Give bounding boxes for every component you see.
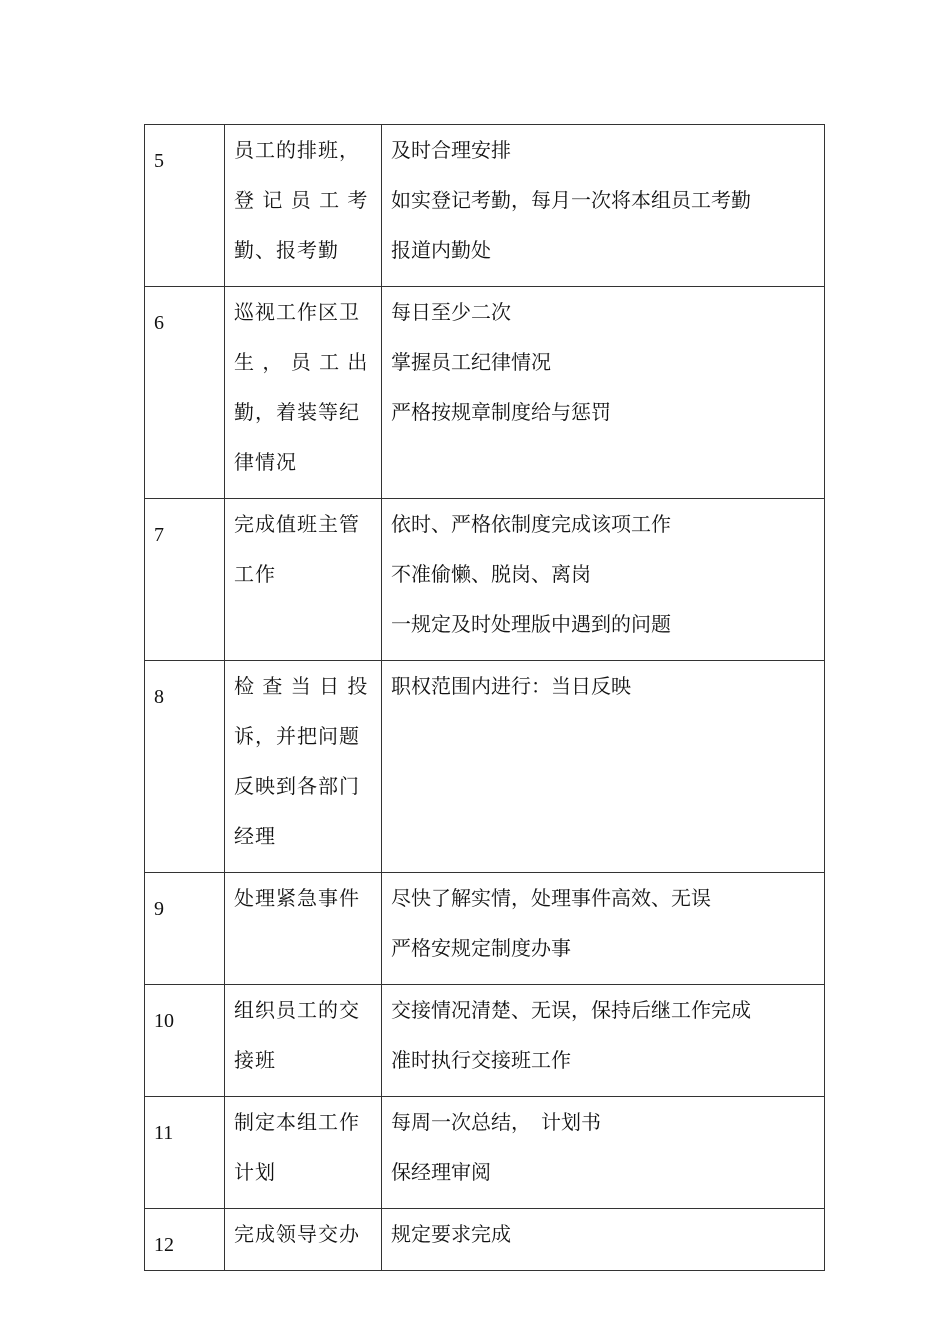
standard-line: 交接情况清楚、无误，保持后继工作完成 — [391, 998, 751, 1022]
task-cell — [225, 125, 382, 287]
standard-line: 规定要求完成 — [391, 1222, 511, 1246]
row-number: 10 — [145, 985, 225, 1097]
task-line: 接班 — [234, 1048, 276, 1072]
standard-line: 每周一次总结， 计划书 — [391, 1110, 601, 1134]
task-line: 检 查 当 日 投 — [234, 674, 369, 698]
task-line: 制定本组工作 — [234, 1110, 360, 1134]
standard-cell — [382, 287, 825, 499]
task-line: 勤，着装等纪 — [234, 400, 360, 424]
row-number: 9 — [145, 873, 225, 985]
standard-line: 报道内勤处 — [391, 238, 491, 262]
standard-line: 及时合理安排 — [391, 138, 511, 162]
standard-line: 尽快了解实情，处理事件高效、无误 — [391, 886, 711, 910]
standard-line: 如实登记考勤，每月一次将本组员工考勤 — [391, 188, 751, 212]
row-number: 11 — [145, 1097, 225, 1209]
table-row — [145, 985, 825, 1097]
standard-line: 准时执行交接班工作 — [391, 1048, 571, 1072]
standard-line: 一规定及时处理版中遇到的问题 — [391, 612, 671, 636]
standard-cell — [382, 125, 825, 287]
task-cell — [225, 1209, 382, 1271]
standard-line: 掌握员工纪律情况 — [391, 350, 551, 374]
standard-cell — [382, 1097, 825, 1209]
task-cell — [225, 873, 382, 985]
table-row — [145, 499, 825, 661]
row-number: 12 — [145, 1209, 225, 1271]
standard-cell — [382, 985, 825, 1097]
task-cell — [225, 287, 382, 499]
row-number: 8 — [145, 661, 225, 873]
task-line: 律情况 — [234, 450, 297, 474]
row-number: 5 — [145, 125, 225, 287]
task-line: 员工的排班， — [234, 138, 360, 162]
standard-line: 职权范围内进行：当日反映 — [391, 674, 631, 698]
task-line: 处理紧急事件 — [234, 886, 360, 910]
task-line: 勤、报考勤 — [234, 238, 339, 262]
task-line: 组织员工的交 — [234, 998, 360, 1022]
task-line: 反映到各部门 — [234, 774, 360, 798]
task-line: 经理 — [234, 824, 276, 848]
task-line: 计划 — [234, 1160, 276, 1184]
standard-line: 严格按规章制度给与惩罚 — [391, 400, 611, 424]
table-row — [145, 1209, 825, 1271]
table-row — [145, 873, 825, 985]
task-line: 完成值班主管 — [234, 512, 360, 536]
standard-line: 依时、严格依制度完成该项工作 — [391, 512, 671, 536]
standard-cell — [382, 499, 825, 661]
task-line: 工作 — [234, 562, 276, 586]
duty-table — [144, 124, 825, 1271]
table-row — [145, 1097, 825, 1209]
table-row — [145, 125, 825, 287]
row-number: 6 — [145, 287, 225, 499]
task-cell — [225, 661, 382, 873]
task-cell — [225, 499, 382, 661]
standard-line: 不准偷懒、脱岗、离岗 — [391, 562, 591, 586]
row-number: 7 — [145, 499, 225, 661]
table-row — [145, 287, 825, 499]
standard-cell — [382, 873, 825, 985]
standard-line: 保经理审阅 — [391, 1160, 491, 1184]
standard-cell — [382, 1209, 825, 1271]
task-line: 完成领导交办 — [234, 1222, 360, 1246]
task-cell — [225, 1097, 382, 1209]
standard-line: 严格安规定制度办事 — [391, 936, 571, 960]
table-row — [145, 661, 825, 873]
standard-line: 每日至少二次 — [391, 300, 511, 324]
standard-cell — [382, 661, 825, 873]
task-line: 生 ， 员 工 出 — [234, 350, 369, 374]
task-line: 登 记 员 工 考 — [234, 188, 369, 212]
task-line: 诉，并把问题 — [234, 724, 360, 748]
task-cell — [225, 985, 382, 1097]
task-line: 巡视工作区卫 — [234, 300, 360, 324]
